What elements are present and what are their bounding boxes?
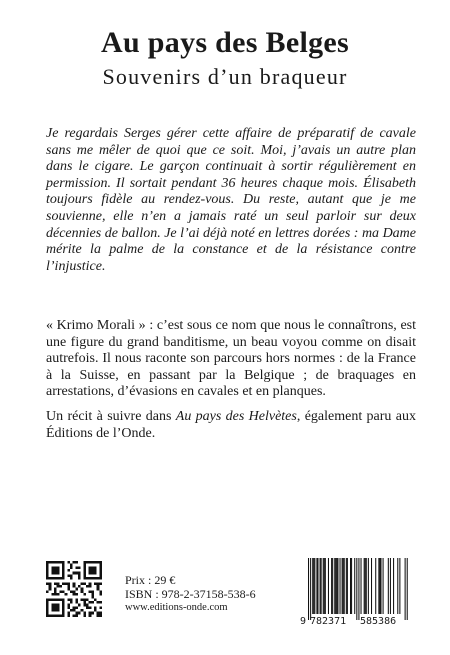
barcode-bar [346,558,347,614]
barcode-bar [364,558,365,614]
barcode-bar [379,558,380,614]
barcode-bar [331,558,332,614]
barcode-bar [320,558,321,614]
book-subtitle: Souvenirs d’un braqueur [102,64,348,89]
isbn: ISBN : 978-2-37158-538-6 [125,587,256,601]
barcode-bar [371,558,372,614]
barcode [300,556,412,632]
barcode-bar [358,558,359,620]
barcode-first-digit: 9 [300,616,307,627]
book-title: Au pays des Belges [101,26,349,59]
barcode-bar [366,558,367,614]
barcode-left-group: 782371 [310,616,347,627]
barcode-bar [343,558,344,614]
barcode-bars-icon [300,556,412,622]
barcode-bar [332,558,333,614]
barcode-bar [388,558,389,614]
barcode-bar [317,558,318,614]
barcode-bar [325,558,326,614]
barcode-bar [336,558,337,614]
barcode-right-group: 585386 [360,616,397,627]
barcode-bar [390,558,391,614]
qr-code-icon [46,561,102,617]
barcode-bar [399,558,400,614]
barcode-bar [335,558,336,614]
barcode-bar [313,558,314,614]
barcode-bar [393,558,394,614]
barcode-bar [347,558,348,614]
barcode-bar [375,558,376,614]
barcode-bar [378,558,379,614]
barcode-bar [342,558,343,614]
book-info [125,573,256,615]
related-book-title: Au pays des Helvètes [175,408,297,424]
barcode-bar [397,558,398,614]
barcode-bar [328,558,329,614]
barcode-bar [344,558,345,614]
barcode-bar [380,558,381,614]
barcode-bar [316,558,317,614]
publisher-website: www.editions-onde.com [125,602,228,613]
blurb-paragraph-2 [46,409,416,442]
price: Prix : 29 € [125,573,176,587]
barcode-bar [350,558,351,614]
barcode-bar [383,558,384,614]
book-blurb [46,318,416,442]
blurb-text-after: , également paru aux Éditions de l’Onde. [46,408,416,441]
barcode-bar [334,558,335,614]
barcode-bar [340,558,341,614]
barcode-bar [337,558,338,614]
barcode-bar [365,558,366,614]
barcode-bar [323,558,324,614]
barcode-bar [368,558,369,614]
barcode-bar [321,558,322,614]
barcode-bar [314,558,315,614]
barcode-bar [354,558,355,614]
barcode-bar [361,558,362,614]
barcode-bar [356,558,357,620]
blurb-paragraph-1: « Krimo Morali » : c’est sous ce nom que nous le connaîtrons, est une figure du grand banditisme, un beau voyou comme on disait autrefois. Il nous raconte son parcours hors normes : de la France à la Suisse, en passant par la Belgique ; de braquages en arrestations, d’évasions en cavales et en planques. [46,318,416,400]
excerpt-quote [46,126,416,275]
barcode-bar [310,558,311,620]
barcode-bar [308,558,309,620]
blurb-text-before: Un récit à suivre dans [46,408,176,424]
barcode-bar [324,558,325,614]
barcode-bar [407,558,408,620]
barcode-bar [312,558,313,614]
barcode-bar [405,558,406,620]
excerpt-text: Je regardais Serges gérer cette affaire de préparatif de cavale sans me mêler de quoi que ce soit. Moi, j’avais un autre plan dans le cigare. Le garçon continuait à sortir régulièrement en permission. Il sortait pendant 36 heures chaque mois. Élisabeth toujours fidèle au rendez-vous. Du reste, autant que je me souvienne, elle n’en a jamais raté un seul parloir sur deux décennies de ballon. Je l’ai déjà noté en lettres dorées : ma Dame mérite la palme de la constance et de la résistance contre l’injustice. [46,126,416,274]
barcode-bar [351,558,352,614]
